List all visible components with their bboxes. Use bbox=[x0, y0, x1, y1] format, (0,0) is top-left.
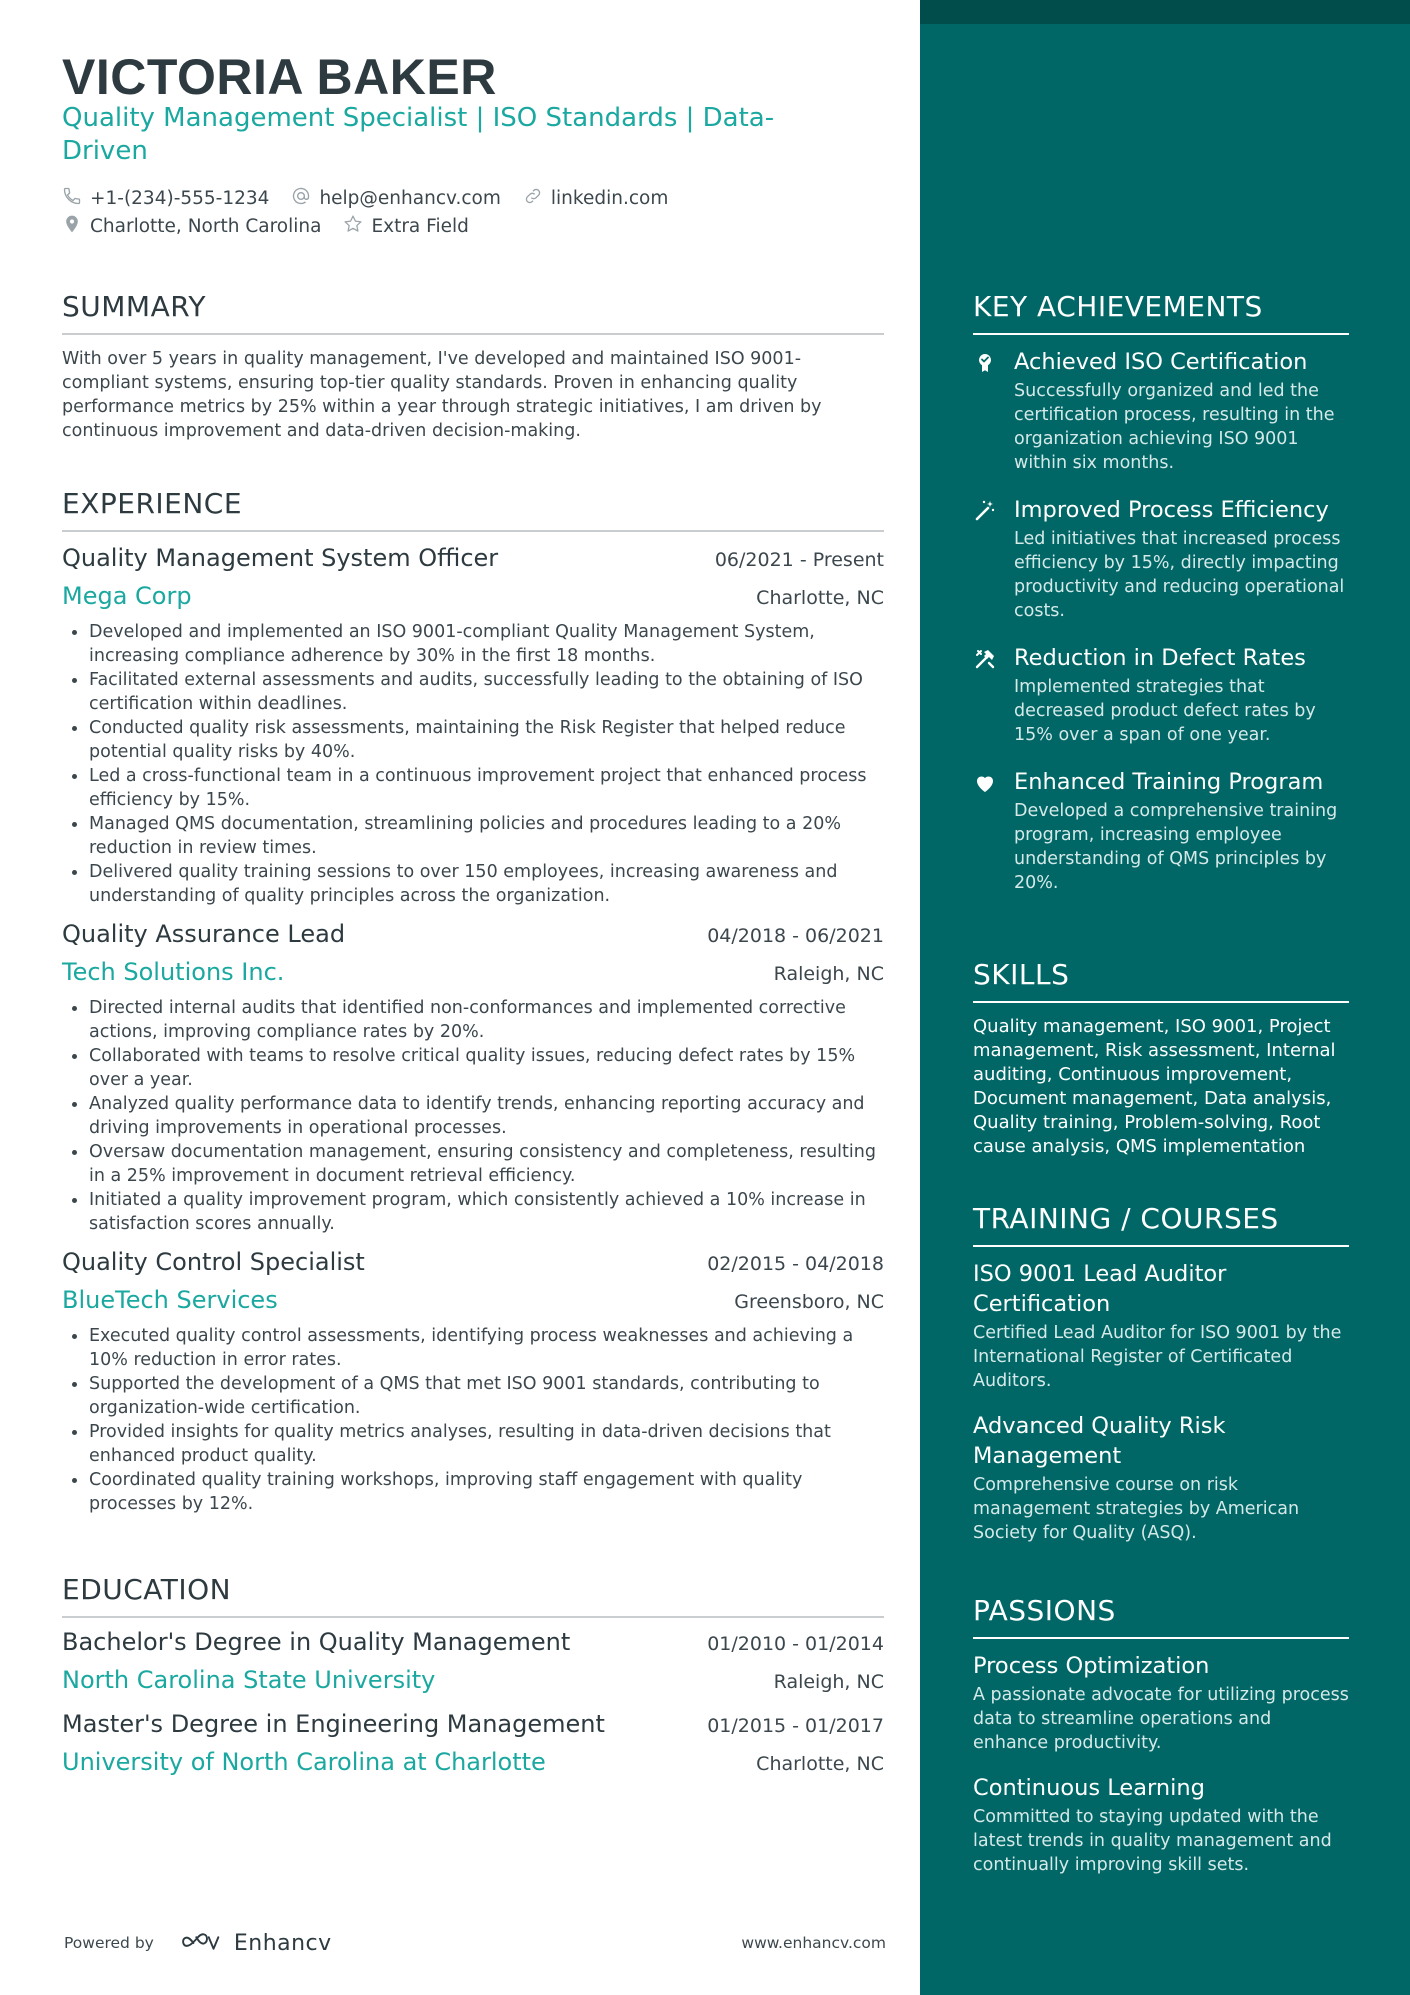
education-list bbox=[62, 1628, 884, 1782]
passions-list bbox=[973, 1651, 1349, 1877]
phone-contact[interactable] bbox=[62, 186, 269, 211]
achievements-section bbox=[973, 290, 1349, 895]
job-title: Quality Management System Officer bbox=[62, 544, 499, 572]
job-bullet: Conducted quality risk assessments, maintaining the Risk Register that helped reduce potential quality risks by 40%. bbox=[62, 716, 884, 764]
job-title: Quality Assurance Lead bbox=[62, 920, 346, 948]
email-contact[interactable] bbox=[291, 186, 500, 211]
skills-section bbox=[973, 958, 1349, 1159]
achievement-item bbox=[973, 643, 1349, 747]
sidebar bbox=[920, 0, 1410, 1995]
education-location: Raleigh, NC bbox=[773, 1671, 884, 1693]
education-heading: EDUCATION bbox=[62, 1573, 884, 1618]
skills-heading: SKILLS bbox=[973, 958, 1349, 1003]
course-description: Comprehensive course on risk management strategies by American Society for Quality (ASQ). bbox=[973, 1475, 1300, 1543]
powered-by bbox=[64, 1931, 332, 1956]
passion-description: Committed to staying updated with the latest trends in quality management and continually improving skill sets. bbox=[973, 1807, 1332, 1875]
at-icon bbox=[291, 186, 311, 211]
achievement-description: Led initiatives that increased process efficiency by 15%, directly impacting productivity and reducing operational costs. bbox=[1014, 529, 1345, 621]
job-bullet: Executed quality control assessments, identifying process weaknesses and achieving a 10% reduction in error rates. bbox=[62, 1324, 884, 1372]
education-dates: 01/2010 - 01/2014 bbox=[707, 1633, 884, 1655]
achievement-item bbox=[973, 347, 1349, 475]
star-icon bbox=[343, 214, 363, 239]
achievement-title: Reduction in Defect Rates bbox=[1014, 645, 1306, 671]
job-bullet: Analyzed quality performance data to identify trends, enhancing reporting accuracy and driving improvements in operational processes. bbox=[62, 1092, 884, 1140]
linkedin-contact[interactable] bbox=[523, 186, 668, 211]
job-subheader bbox=[62, 958, 884, 992]
powered-by-text: Powered by bbox=[64, 1934, 154, 1952]
skills-text: Quality management, ISO 9001, Project management, Risk assessment, Internal auditing, Continuous improvement, Document management, Data analysis, Quality training, Problem-solving, Root cause analysis, QMS implementation bbox=[973, 1016, 1336, 1157]
job-subheader bbox=[62, 582, 884, 616]
achievement-body bbox=[1014, 767, 1349, 895]
job-entry bbox=[62, 920, 884, 1236]
degree: Master's Degree in Engineering Management bbox=[62, 1710, 605, 1738]
job-location: Greensboro, NC bbox=[734, 1291, 884, 1313]
summary-heading: SUMMARY bbox=[62, 290, 884, 335]
job-entry bbox=[62, 1248, 884, 1516]
education-location: Charlotte, NC bbox=[756, 1753, 884, 1775]
course-title: Advanced Quality Risk Management bbox=[973, 1413, 1226, 1469]
medal-icon bbox=[973, 347, 1014, 475]
course-description: Certified Lead Auditor for ISO 9001 by the International Register of Certificated Auditors. bbox=[973, 1323, 1342, 1391]
phone-text: +1-(234)-555-1234 bbox=[90, 187, 270, 209]
achievement-title: Achieved ISO Certification bbox=[1014, 349, 1308, 375]
job-header bbox=[62, 1248, 884, 1286]
footer bbox=[64, 1928, 886, 1958]
job-bullet: Facilitated external assessments and audits, successfully leading to the obtaining of ISO certification within deadlines. bbox=[62, 668, 884, 716]
summary-text: With over 5 years in quality management, I've developed and maintained ISO 9001-compliant systems, ensuring top-tier quality standards. Proven in enhancing quality performance metrics by 25% within a year through strategic initiatives, I am driven by continuous improvement and data-driven decision-making. bbox=[62, 349, 822, 441]
contact-row-1 bbox=[62, 184, 862, 212]
job-bullet: Delivered quality training sessions to over 150 employees, increasing awareness and understanding of quality principles across the organization. bbox=[62, 860, 884, 908]
map-pin-icon bbox=[62, 214, 82, 239]
job-bullet: Initiated a quality improvement program, which consistently achieved a 10% increase in satisfaction scores annually. bbox=[62, 1188, 884, 1236]
course-item bbox=[973, 1411, 1349, 1545]
job-location: Charlotte, NC bbox=[756, 587, 884, 609]
experience-section bbox=[62, 487, 884, 1516]
job-company: Tech Solutions Inc. bbox=[62, 958, 285, 986]
job-entry bbox=[62, 544, 884, 908]
education-subheader bbox=[62, 1748, 884, 1782]
job-bullets bbox=[62, 996, 884, 1236]
course-item bbox=[973, 1259, 1349, 1393]
passion-title: Process Optimization bbox=[973, 1653, 1210, 1679]
school: University of North Carolina at Charlotte bbox=[62, 1748, 546, 1776]
linkedin-text: linkedin.com bbox=[550, 187, 669, 209]
job-bullet: Directed internal audits that identified non-conformances and implemented corrective actions, improving compliance rates by 20%. bbox=[62, 996, 884, 1044]
hammer-wrench-icon bbox=[973, 643, 1014, 747]
course-title: ISO 9001 Lead Auditor Certification bbox=[973, 1261, 1227, 1317]
email-text: help@enhancv.com bbox=[319, 187, 501, 209]
achievement-title: Improved Process Efficiency bbox=[1014, 497, 1329, 523]
achievement-description: Implemented strategies that decreased product defect rates by 15% over a span of one year. bbox=[1014, 677, 1316, 745]
sidebar-top-bar bbox=[920, 0, 1410, 24]
candidate-headline: Quality Management Specialist | ISO Standards | Data-Driven bbox=[62, 103, 775, 166]
job-bullets bbox=[62, 620, 884, 908]
training-heading: TRAINING / COURSES bbox=[973, 1202, 1349, 1247]
job-subheader bbox=[62, 1286, 884, 1320]
location-contact bbox=[62, 214, 321, 239]
passion-item bbox=[973, 1651, 1349, 1755]
achievement-item bbox=[973, 767, 1349, 895]
job-bullet: Supported the development of a QMS that met ISO 9001 standards, contributing to organization-wide certification. bbox=[62, 1372, 884, 1420]
enhancv-logo[interactable] bbox=[180, 1931, 332, 1956]
phone-icon bbox=[62, 186, 82, 211]
education-dates: 01/2015 - 01/2017 bbox=[707, 1715, 884, 1737]
job-bullets bbox=[62, 1324, 884, 1516]
job-dates: 04/2018 - 06/2021 bbox=[707, 925, 884, 947]
summary-section bbox=[62, 290, 884, 443]
achievement-title: Enhanced Training Program bbox=[1014, 769, 1324, 795]
extra-field-text: Extra Field bbox=[371, 215, 469, 237]
passions-heading: PASSIONS bbox=[973, 1594, 1349, 1639]
job-bullet: Led a cross-functional team in a continuous improvement project that enhanced process efficiency by 15%. bbox=[62, 764, 884, 812]
job-header bbox=[62, 920, 884, 958]
job-bullet: Provided insights for quality metrics analyses, resulting in data-driven decisions that enhanced product quality. bbox=[62, 1420, 884, 1468]
education-header bbox=[62, 1628, 884, 1666]
job-dates: 02/2015 - 04/2018 bbox=[707, 1253, 884, 1275]
job-bullet: Collaborated with teams to resolve critical quality issues, reducing defect rates by 15% over a year. bbox=[62, 1044, 884, 1092]
achievement-item bbox=[973, 495, 1349, 623]
magic-wand-icon bbox=[973, 495, 1014, 623]
job-location: Raleigh, NC bbox=[773, 963, 884, 985]
achievements-list bbox=[973, 347, 1349, 895]
education-section bbox=[62, 1573, 884, 1782]
passion-description: A passionate advocate for utilizing process data to streamline operations and enhance productivity. bbox=[973, 1685, 1349, 1753]
achievement-body bbox=[1014, 643, 1349, 747]
job-bullet: Coordinated quality training workshops, improving staff engagement with quality processes by 12%. bbox=[62, 1468, 884, 1516]
achievement-body bbox=[1014, 495, 1349, 623]
experience-heading: EXPERIENCE bbox=[62, 487, 884, 532]
achievement-description: Developed a comprehensive training program, increasing employee understanding of QMS principles by 20%. bbox=[1014, 801, 1338, 893]
training-section bbox=[973, 1202, 1349, 1545]
passion-title: Continuous Learning bbox=[973, 1775, 1205, 1801]
job-bullet: Oversaw documentation management, ensuring consistency and completeness, resulting in a 25% improvement in document retrieval efficiency. bbox=[62, 1140, 884, 1188]
candidate-name: VICTORIA BAKER bbox=[62, 49, 497, 105]
enhancv-logo-text: Enhancv bbox=[233, 1930, 332, 1956]
school: North Carolina State University bbox=[62, 1666, 436, 1694]
job-list bbox=[62, 544, 884, 1516]
job-company: BlueTech Services bbox=[62, 1286, 278, 1314]
passions-section bbox=[973, 1594, 1349, 1877]
passion-item bbox=[973, 1773, 1349, 1877]
contact-row-2 bbox=[62, 212, 862, 240]
location-text: Charlotte, North Carolina bbox=[90, 215, 322, 237]
degree: Bachelor's Degree in Quality Management bbox=[62, 1628, 571, 1656]
link-icon bbox=[523, 186, 543, 211]
contact-info bbox=[62, 184, 862, 240]
footer-url[interactable]: www.enhancv.com bbox=[741, 1934, 886, 1952]
education-subheader bbox=[62, 1666, 884, 1700]
job-dates: 06/2021 - Present bbox=[714, 549, 884, 571]
job-header bbox=[62, 544, 884, 582]
education-entry bbox=[62, 1628, 884, 1700]
training-list bbox=[973, 1259, 1349, 1545]
extra-field bbox=[343, 214, 468, 239]
job-title: Quality Control Specialist bbox=[62, 1248, 365, 1276]
education-header bbox=[62, 1710, 884, 1748]
heart-icon bbox=[973, 767, 1014, 895]
enhancv-logo-icon bbox=[180, 1931, 226, 1955]
job-bullet: Managed QMS documentation, streamlining policies and procedures leading to a 20% reduction in review times. bbox=[62, 812, 884, 860]
education-entry bbox=[62, 1710, 884, 1782]
job-bullet: Developed and implemented an ISO 9001-compliant Quality Management System, increasing compliance adherence by 30% in the first 18 months. bbox=[62, 620, 884, 668]
achievements-heading: KEY ACHIEVEMENTS bbox=[973, 290, 1349, 335]
achievement-body bbox=[1014, 347, 1349, 475]
job-company: Mega Corp bbox=[62, 582, 192, 610]
achievement-description: Successfully organized and led the certification process, resulting in the organization achieving ISO 9001 within six months. bbox=[1014, 381, 1335, 473]
